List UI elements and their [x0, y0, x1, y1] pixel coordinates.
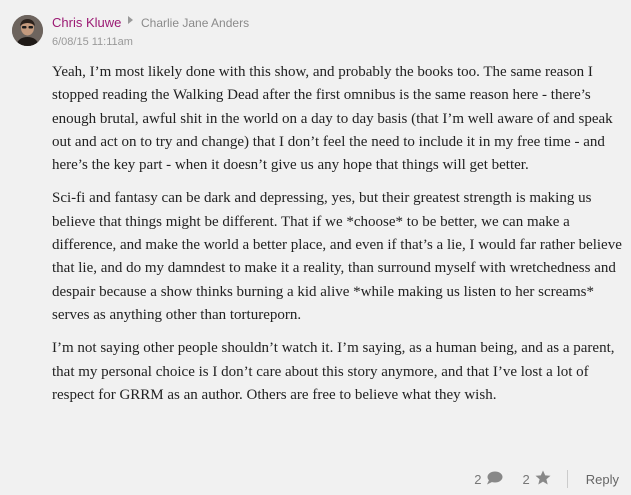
- in-reply-to-link[interactable]: Charlie Jane Anders: [141, 16, 250, 30]
- comment-paragraph: I’m not saying other people shouldn’t watch it. I’m saying, as a human being, and as a parent, that my personal choice is I don’t care about this story anymore, and that I’ve lost a lot of respect for GRRM as an author. Others are free to believe what they wish.: [52, 340, 615, 403]
- speech-bubble-icon: [486, 471, 503, 488]
- timestamp[interactable]: 6/08/15 11:11am: [52, 36, 133, 48]
- comment-body: [52, 61, 624, 407]
- comment-paragraph: Yeah, I’m most likely done with this show, and probably the books too. The same reason I stopped reading the Walking Dead after the first omnibus is the same reason here - there’s enough brutal, awful shit in the world on a day to day basis (that I’m well aware of and speak out and act on to try and change) that I don’t feel the need to include it in my free time - and here’s the key part - when it doesn’t give us any hope that things will get better.: [52, 64, 613, 174]
- author-name[interactable]: Chris Kluwe: [52, 15, 122, 30]
- recommend-button[interactable]: [523, 470, 551, 488]
- triangle-right-icon: [128, 16, 133, 24]
- replies-count-button[interactable]: [474, 471, 502, 488]
- footer-divider: [567, 470, 568, 488]
- reply-button[interactable]: Reply: [585, 471, 619, 487]
- comment-actions: [474, 468, 619, 490]
- star-icon: [535, 470, 551, 488]
- comment-paragraph: Sci-fi and fantasy can be dark and depressing, yes, but their greatest strength is making us believe that things might be different. That if we *choose* to be better, we can make a difference, and make the world a better place, and even if that’s a lie, I would far rather believe that lie, and do my damndest to make it a reality, than surround myself with wretchedness and despair because a show thinks burning a kid alive *while making us listen to her screams* serves as anything other than tortureporn.: [52, 190, 622, 323]
- replies-count: 2: [474, 471, 482, 487]
- recommends-count: 2: [522, 471, 530, 487]
- avatar[interactable]: [12, 15, 43, 46]
